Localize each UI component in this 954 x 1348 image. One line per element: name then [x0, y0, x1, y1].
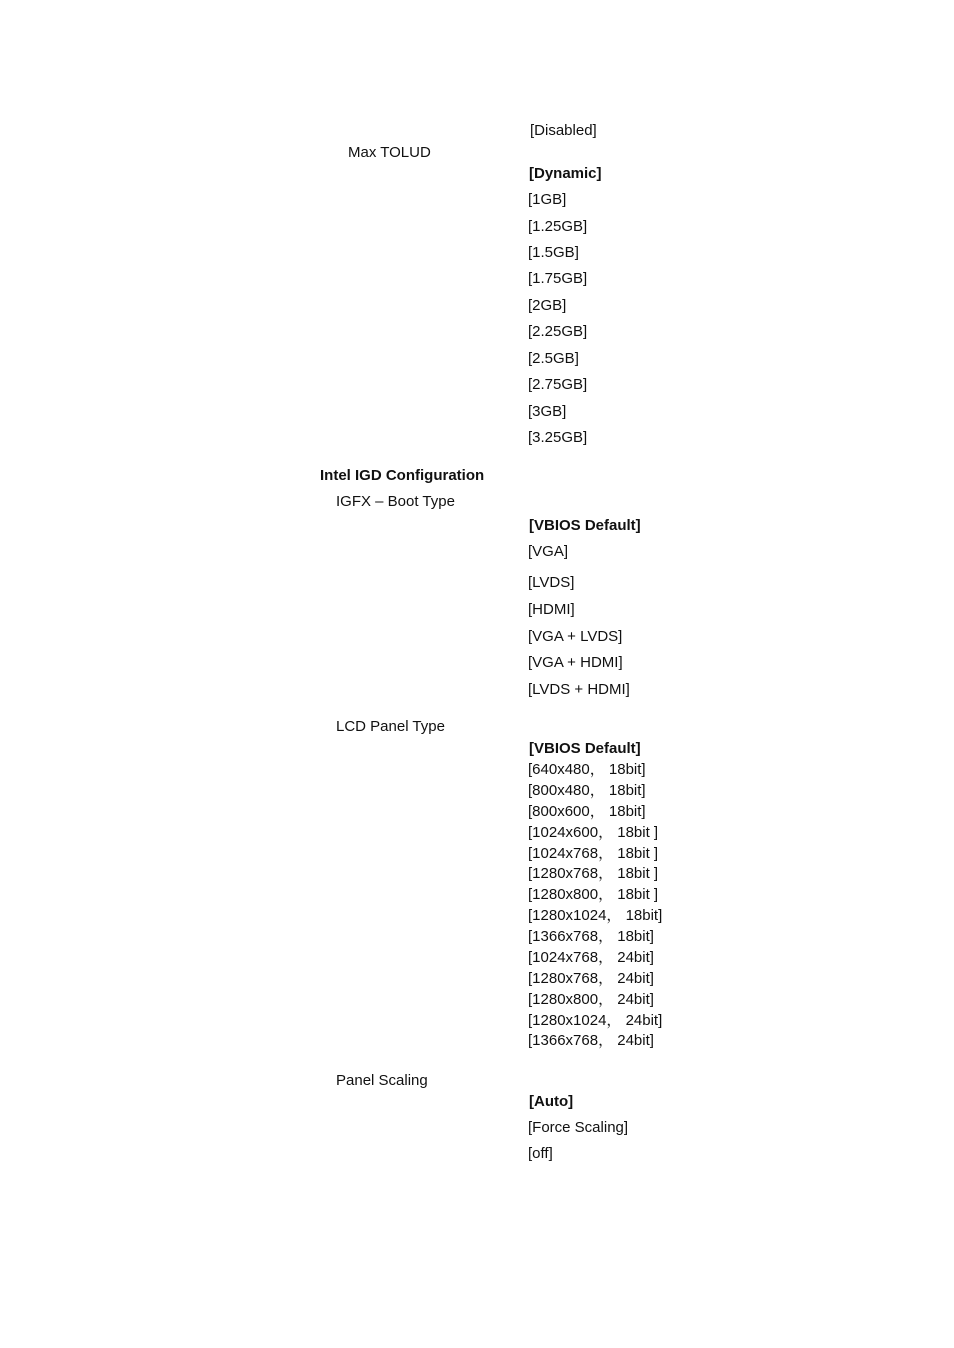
- max-tolud-option: [2.75GB]: [528, 376, 588, 393]
- option-disabled: [Disabled]: [530, 122, 597, 139]
- boot-type-option: [VGA + HDMI]: [528, 654, 623, 671]
- max-tolud-option: [3.25GB]: [528, 429, 588, 446]
- max-tolud-default-option: [Dynamic]: [529, 165, 602, 182]
- boot-type-option: [VGA + LVDS]: [528, 628, 623, 645]
- max-tolud-label: Max TOLUD: [348, 144, 431, 161]
- boot-type-option: [HDMI]: [528, 601, 575, 618]
- lcd-panel-option: [1280x800， 24bit]: [528, 991, 654, 1008]
- boot-type-label: IGFX – Boot Type: [336, 493, 455, 510]
- lcd-panel-default-option: [VBIOS Default]: [529, 740, 641, 757]
- lcd-panel-option: [1280x800， 18bit ]: [528, 886, 659, 903]
- panel-scaling-option: [Force Scaling]: [528, 1119, 629, 1136]
- lcd-panel-option: [1366x768， 18bit]: [528, 928, 654, 945]
- lcd-panel-option: [1024x768， 24bit]: [528, 949, 654, 966]
- max-tolud-option: [2GB]: [528, 297, 567, 314]
- lcd-panel-option: [1280x768， 18bit ]: [528, 865, 659, 882]
- boot-type-option: [LVDS + HDMI]: [528, 681, 630, 698]
- lcd-panel-option: [1024x600， 18bit ]: [528, 824, 659, 841]
- max-tolud-option: [3GB]: [528, 403, 567, 420]
- max-tolud-option: [1.75GB]: [528, 270, 588, 287]
- max-tolud-option: [2.5GB]: [528, 350, 579, 367]
- max-tolud-option: [2.25GB]: [528, 323, 588, 340]
- panel-scaling-default-option: [Auto]: [529, 1093, 574, 1110]
- max-tolud-option: [1GB]: [528, 191, 567, 208]
- lcd-panel-option: [800x600， 18bit]: [528, 803, 646, 820]
- boot-type-default-option: [VBIOS Default]: [529, 517, 641, 534]
- lcd-panel-option: [1280x1024， 18bit]: [528, 907, 663, 924]
- lcd-panel-option: [1280x768， 24bit]: [528, 970, 654, 987]
- max-tolud-option: [1.25GB]: [528, 218, 588, 235]
- max-tolud-option: [1.5GB]: [528, 244, 579, 261]
- lcd-panel-option: [1024x768， 18bit ]: [528, 845, 659, 862]
- boot-type-option: [LVDS]: [528, 574, 575, 591]
- lcd-panel-option: [800x480， 18bit]: [528, 782, 646, 799]
- panel-scaling-label: Panel Scaling: [336, 1072, 428, 1089]
- section-heading: Intel IGD Configuration: [320, 467, 485, 484]
- panel-scaling-option: [off]: [528, 1145, 553, 1162]
- boot-type-option: [VGA]: [528, 543, 569, 560]
- lcd-panel-option: [1280x1024， 24bit]: [528, 1012, 663, 1029]
- lcd-panel-type-label: LCD Panel Type: [336, 718, 445, 735]
- lcd-panel-option: [1366x768， 24bit]: [528, 1032, 654, 1049]
- lcd-panel-option: [640x480， 18bit]: [528, 761, 646, 778]
